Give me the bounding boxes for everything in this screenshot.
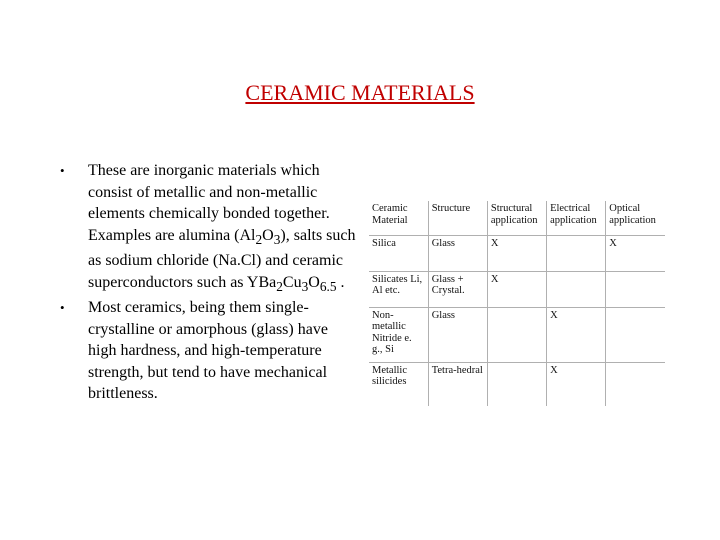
table-cell: Non-metallic Nitride e. g., Si — [369, 307, 428, 362]
table-cell — [606, 362, 665, 406]
table-header-cell: Structure — [428, 201, 487, 235]
ceramic-applications-table — [369, 201, 665, 406]
table-cell: X — [547, 307, 606, 362]
slide-title: CERAMIC MATERIALS — [245, 80, 475, 105]
table-cell — [547, 235, 606, 271]
bullet-marker: • — [60, 300, 65, 316]
table-cell — [606, 307, 665, 362]
table-header-row — [369, 201, 665, 235]
table-row — [369, 307, 665, 362]
table-cell: X — [487, 235, 546, 271]
bullet-item-1 — [58, 160, 358, 297]
table-header-cell: Ceramic Material — [369, 201, 428, 235]
table-cell: Tetra-hedral — [428, 362, 487, 406]
table-row — [369, 271, 665, 307]
table-cell: Glass — [428, 235, 487, 271]
table-row — [369, 235, 665, 271]
table-cell — [606, 271, 665, 307]
table-cell — [487, 307, 546, 362]
table-cell: X — [487, 271, 546, 307]
bullet-list — [58, 160, 358, 405]
table-cell: Silica — [369, 235, 428, 271]
table-cell: Glass — [428, 307, 487, 362]
table-header-cell: Optical application — [606, 201, 665, 235]
table-cell: Metallic silicides — [369, 362, 428, 406]
bullet-text: These are inorganic materials which consist of metallic and non-metallic elements chemically bonded together. Examples are alumina $(Al_2O_3)$, salts such as sodium chloride (Na.Cl) and ceramic superconductors such as $YBa_2Cu_3O_{6.5}$ . — [88, 162, 356, 294]
table-cell: X — [547, 362, 606, 406]
table-cell: X — [606, 235, 665, 271]
bullet-text: Most ceramics, being them single-crystalline or amorphous (glass) have high hardness, and high-temperature strength, but tend to have mechanical brittleness. — [88, 299, 328, 403]
table-cell — [487, 362, 546, 406]
bullet-marker: • — [60, 163, 65, 178]
table-cell — [547, 271, 606, 307]
bullet-item-2 — [58, 297, 358, 405]
table-row — [369, 362, 665, 406]
table-cell: Silicates Li, Al etc. — [369, 271, 428, 307]
table-cell: Glass + Crystal. — [428, 271, 487, 307]
table-header-cell: Electrical application — [547, 201, 606, 235]
table-header-cell: Structural application — [487, 201, 546, 235]
